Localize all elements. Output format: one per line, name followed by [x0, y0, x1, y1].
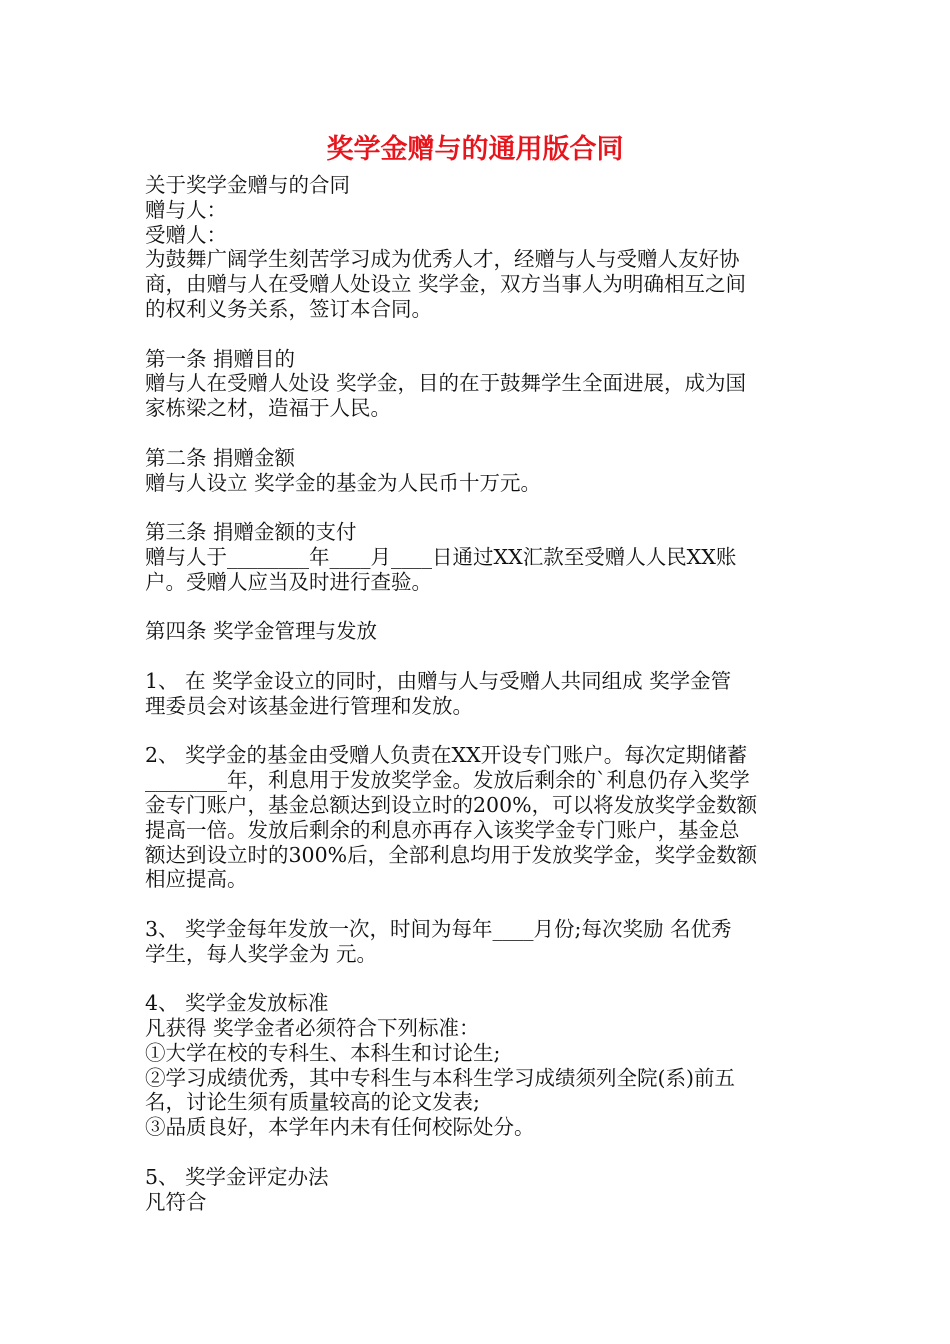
text-line: 第二条 捐赠金额	[145, 445, 296, 470]
text-line: 赠与人：	[145, 197, 227, 222]
text-line: 金专门账户，基金总额达到设立时的200%，可以将发放奖学金数额	[145, 792, 758, 817]
text-line: 凡符合	[145, 1189, 207, 1214]
text-line: 3、 奖学金每年发放一次，时间为每年____月份;每次奖励 名优秀	[145, 916, 732, 941]
document-body	[145, 173, 810, 1214]
blank-line	[145, 421, 810, 446]
blank-line	[145, 892, 810, 917]
text-line: 关于奖学金赠与的合同	[145, 173, 350, 197]
text-line: ①大学在校的专科生、本科生和讨论生;	[145, 1040, 501, 1065]
text-line: 理委员会对该基金进行管理和发放。	[145, 693, 473, 718]
text-line: 受赠人：	[145, 222, 227, 247]
text-line: 赠与人设立 奖学金的基金为人民币十万元。	[145, 470, 542, 495]
blank-line	[145, 967, 810, 992]
text-line: ②学习成绩优秀，其中专科生与本科生学习成绩须列全院(系)前五	[145, 1065, 735, 1090]
text-line: 的权利义务关系，签订本合同。	[145, 296, 432, 321]
text-line: 为鼓舞广阔学生刻苦学习成为优秀人才，经赠与人与受赠人友好协	[145, 247, 740, 272]
blank-line	[145, 322, 810, 347]
text-line: 提高一倍。发放后剩余的利息亦再存入该奖学金专门账户，基金总	[145, 817, 740, 842]
text-line: ③品质良好，本学年内未有任何校际处分。	[145, 1115, 535, 1140]
text-line: 名，讨论生须有质量较高的论文发表;	[145, 1090, 480, 1115]
blank-line	[145, 644, 810, 669]
text-line: 4、 奖学金发放标准	[145, 991, 329, 1016]
text-line: 第四条 奖学金管理与发放	[145, 619, 378, 644]
text-line: 额达到设立时的300%后，全部利息均用于发放奖学金，奖学金数额	[145, 842, 758, 867]
text-line: 赠与人于________年____月____日通过XX汇款至受赠人人民XX账	[145, 544, 737, 569]
text-line: 5、 奖学金评定办法	[145, 1164, 329, 1189]
text-line: 家栋梁之材，造福于人民。	[145, 396, 391, 421]
text-line: 学生，每人奖学金为 元。	[145, 941, 378, 966]
text-line: 第三条 捐赠金额的支付	[145, 520, 357, 545]
text-line: 凡获得 奖学金者必须符合下列标准：	[145, 1016, 480, 1041]
text-line: 第一条 捐赠目的	[145, 346, 296, 371]
text-line: ________年，利息用于发放奖学金。发放后剩余的`利息仍存入奖学	[145, 768, 750, 793]
blank-line	[145, 495, 810, 520]
blank-line	[145, 1140, 810, 1165]
text-line: 2、 奖学金的基金由受赠人负责在XX开设专门账户。每次定期储蓄	[145, 743, 748, 768]
text-line: 商，由赠与人在受赠人处设立 奖学金，双方当事人为明确相互之间	[145, 272, 747, 297]
blank-line	[145, 595, 810, 620]
text-line: 赠与人在受赠人处设 奖学金，目的在于鼓舞学生全面进展，成为国	[145, 371, 747, 396]
text-line: 1、 在 奖学金设立的同时，由赠与人与受赠人共同组成 奖学金管	[145, 668, 732, 693]
document-title: 奖学金赠与的通用版合同	[326, 134, 624, 165]
blank-line	[145, 719, 810, 744]
text-line: 户。受赠人应当及时进行查验。	[145, 569, 432, 594]
text-line: 相应提高。	[145, 867, 248, 892]
